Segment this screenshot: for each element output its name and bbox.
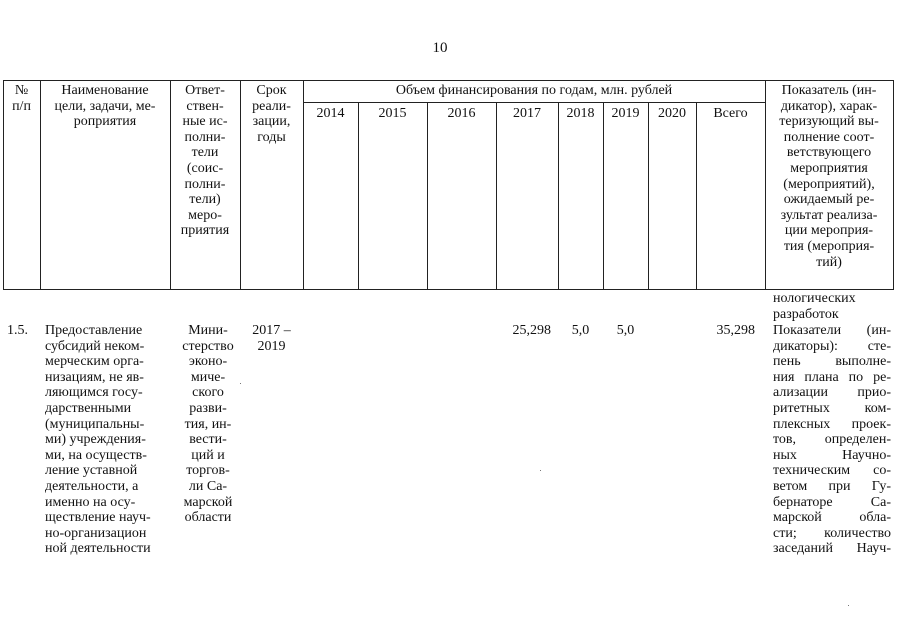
indicator-line: ветом при Гу-	[773, 478, 891, 494]
header-funding: Объем финансирования по годам, млн. рублей	[395, 83, 673, 98]
col-border	[893, 80, 894, 290]
indicator-line: тов, определен-	[773, 432, 891, 448]
row-total: 35,298	[716, 323, 755, 338]
header-year-2015: 2015	[378, 106, 407, 121]
indicator-line: заседаний Науч-	[773, 541, 891, 557]
year-col-border	[427, 102, 428, 290]
row-value-2019: 5,0	[616, 323, 635, 338]
row-value-2017: 25,298	[512, 323, 551, 338]
row-value-2018: 5,0	[571, 323, 590, 338]
row-indicator	[773, 323, 891, 557]
page-number: 10	[432, 40, 448, 56]
scan-speck	[240, 383, 241, 384]
indicator-line: плексных проек-	[773, 416, 891, 432]
row-num: 1.5.	[7, 323, 28, 338]
indicator-line: ния плана по ре-	[773, 369, 891, 385]
header-year-2014: 2014	[316, 106, 345, 121]
indicator-line: бернаторе Са-	[773, 494, 891, 510]
indicator-line: дикаторы): сте-	[773, 338, 891, 354]
header-indicator: Показатель (ин- дикатор), харак- теризующий вы- полнение соот- ветствующего мероприятия (мероприятий), ожидаемый ре- зультат реализа- ции мероприя- тия (мероприя- тий)	[779, 83, 879, 270]
header-total: Всего	[713, 106, 748, 121]
header-term: Срок реали- зации, годы	[252, 83, 291, 145]
table-top-border	[3, 80, 894, 81]
header-year-2019: 2019	[611, 106, 640, 121]
row-responsible: Мини- стерство эконо- миче- ского разви- тия, ин- вести- ций и торгов- ли Са- марской области	[182, 323, 234, 526]
header-year-2016: 2016	[447, 106, 476, 121]
indicator-line: ритетных ком-	[773, 400, 891, 416]
row-term: 2017 – 2019	[252, 323, 291, 354]
year-col-border	[603, 102, 604, 290]
indicator-line: ализации прио-	[773, 385, 891, 401]
row-name: Предоставление субсидий неком- мерческим орга- низациям, не яв- ляющимся госу- дарственными (муниципальны- ми) учреждения- ми, на осуществ- ление уставной деятельности, а именно на осу- ществление науч- но-организацион ной деятельности	[45, 323, 151, 557]
header-name: Наименование цели, задачи, ме- роприятия	[54, 83, 156, 130]
indicator-line: сти; количество	[773, 525, 891, 541]
scan-speck	[848, 605, 849, 606]
year-col-border	[496, 102, 497, 290]
indicator-line: ных Научно-	[773, 447, 891, 463]
indicator-line: Показатели (ин-	[773, 323, 891, 338]
header-responsible: Ответ- ствен- ные ис- полни- тели (соис- полни- тели) меро- приятия	[180, 83, 230, 239]
header-year-2018: 2018	[566, 106, 595, 121]
indicator-line: техническим со-	[773, 463, 891, 479]
year-col-border	[648, 102, 649, 290]
header-num: № п/п	[12, 83, 31, 114]
year-col-border	[358, 102, 359, 290]
header-bottom-border	[3, 289, 894, 290]
indicator-continuation: нологических разработок	[773, 291, 856, 322]
year-col-border	[558, 102, 559, 290]
header-year-2017: 2017	[513, 106, 541, 121]
header-year-2020: 2020	[658, 106, 686, 121]
indicator-line: марской обла-	[773, 510, 891, 526]
scan-speck	[540, 470, 541, 471]
year-col-border	[696, 102, 697, 290]
indicator-line: пень выполне-	[773, 354, 891, 370]
